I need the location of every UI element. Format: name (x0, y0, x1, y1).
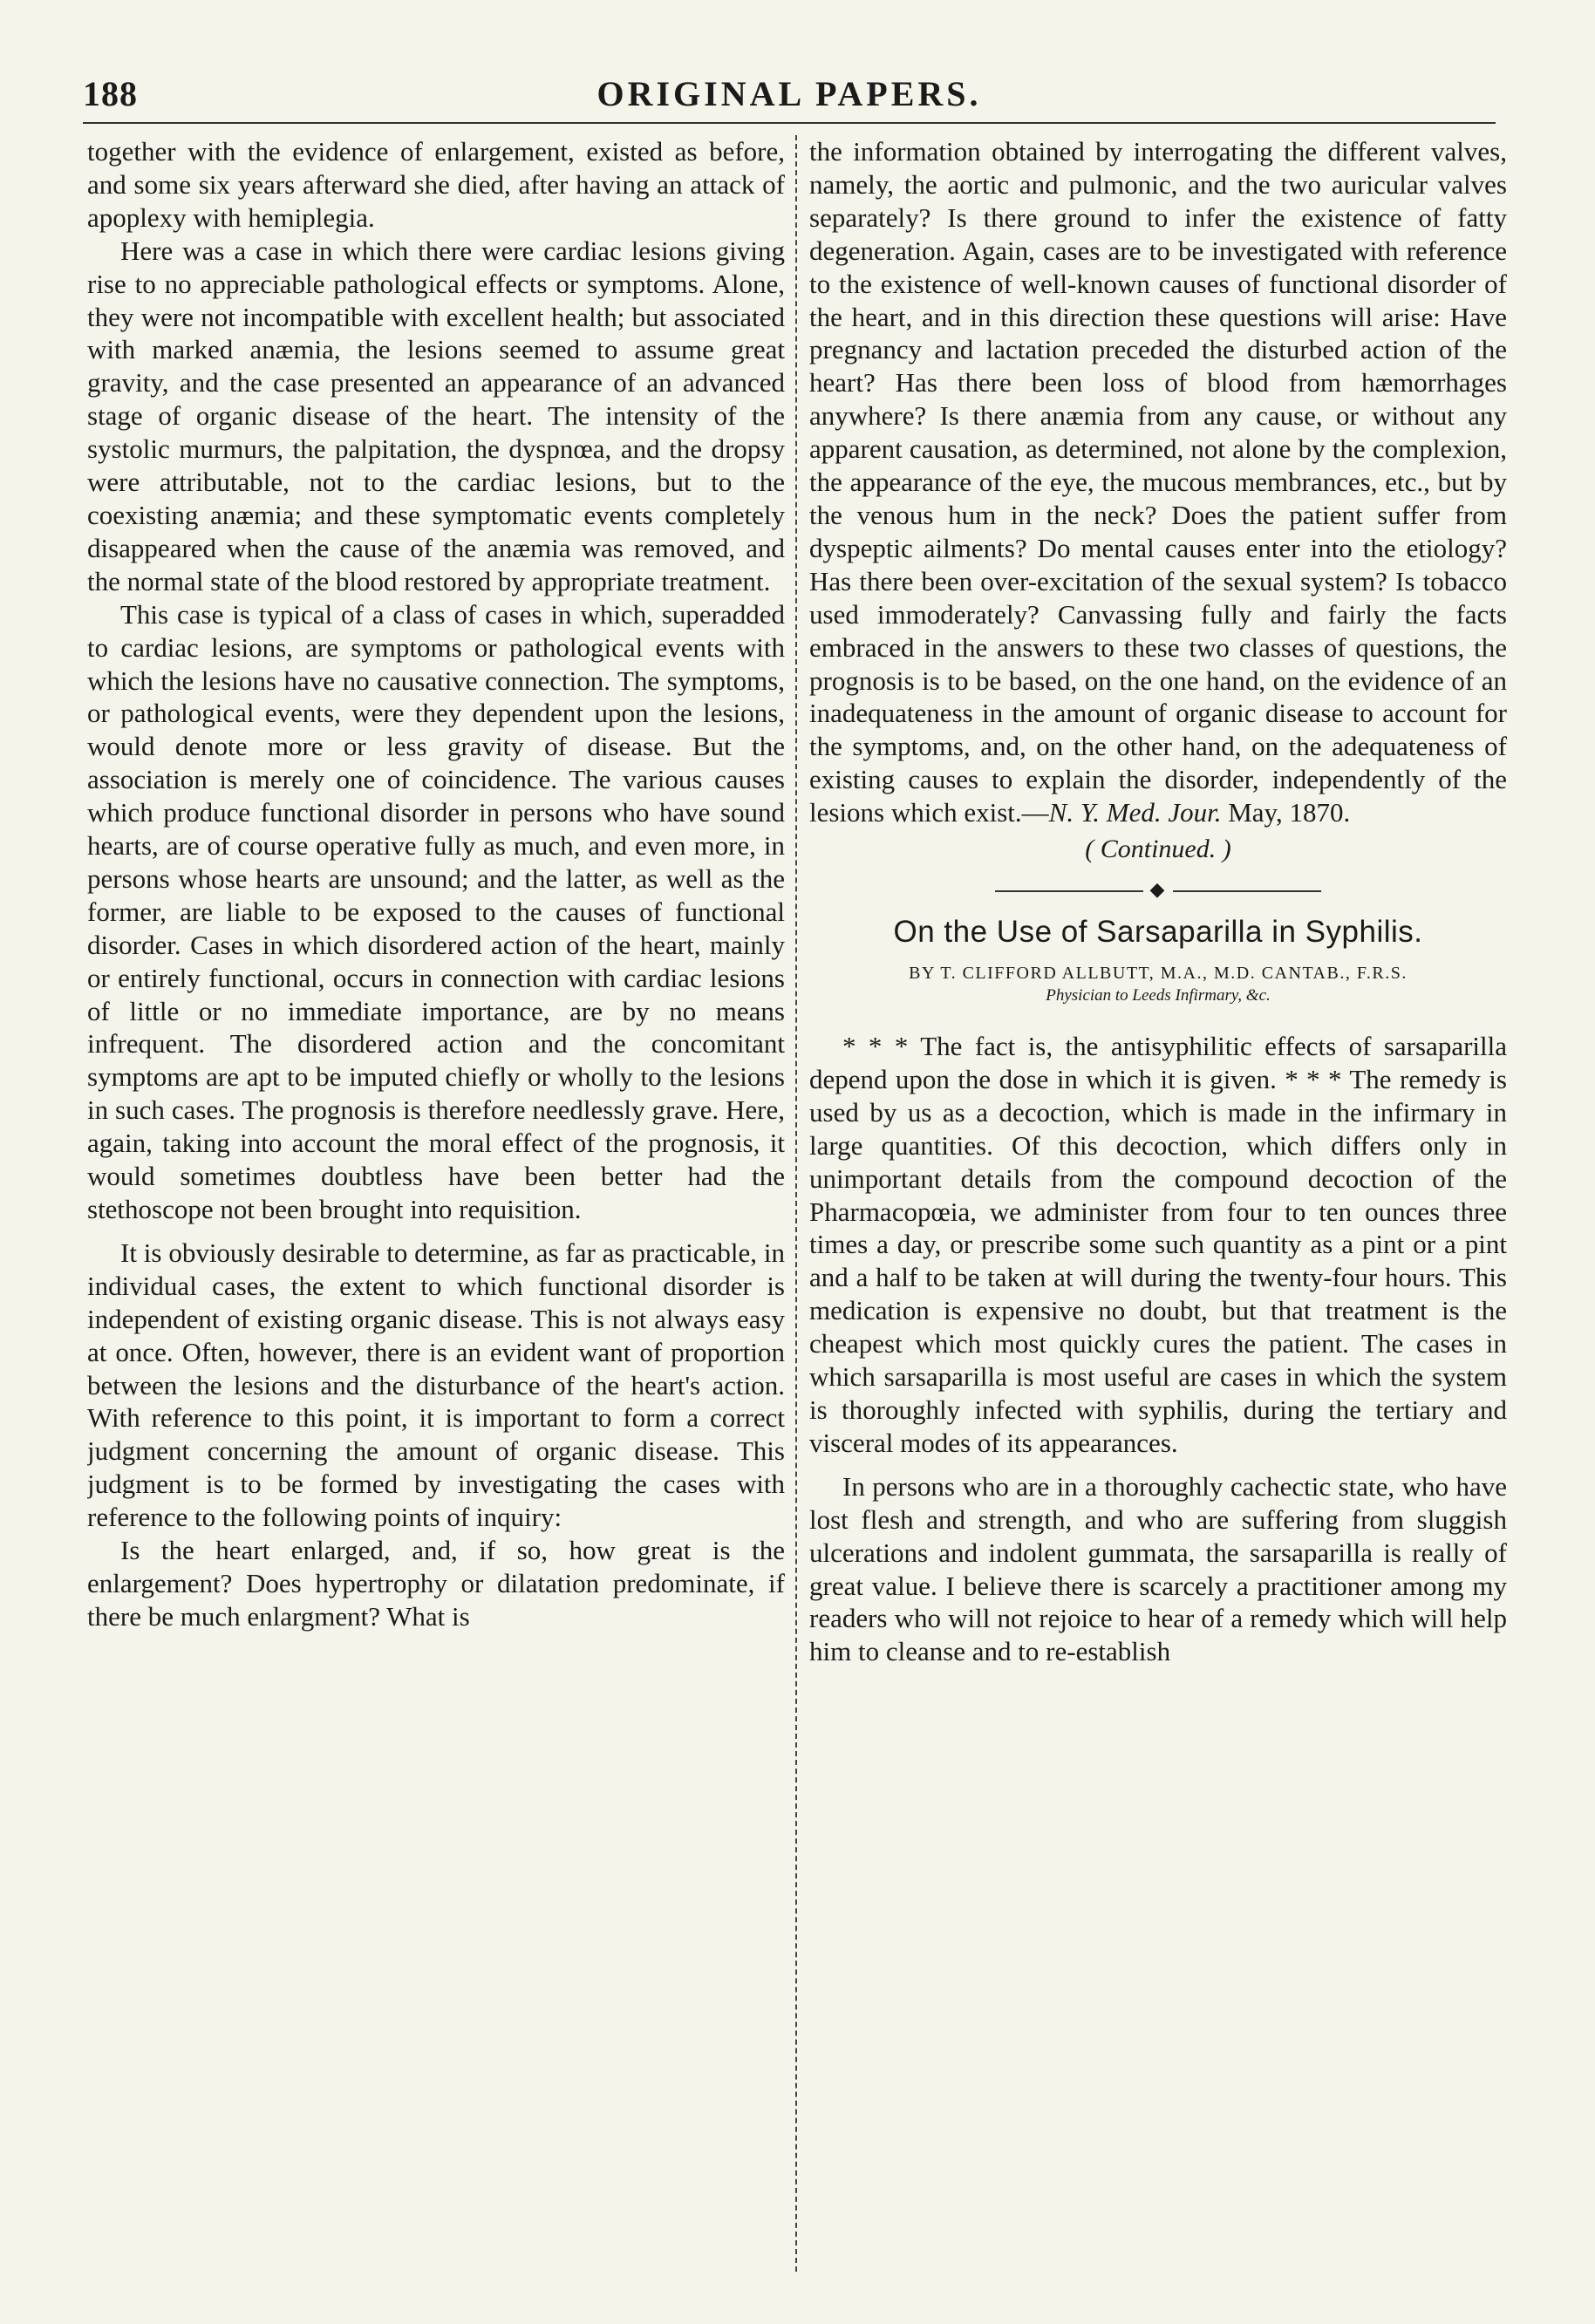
ornament-rule: ◆ (809, 878, 1507, 901)
paragraph: * * * The fact is, the antisyphilitic effects of sarsaparilla depend upon the dose in which it is given. * * * The remedy is used by us as a decoction, which is made in the infirmary in large quantities. Of this decoction, which differs only in unimportant details from the compound decoction of the Pharmacopœia, we administer from four to ten ounces three times a day, or prescribe some such quantity as a pint or a pint and a half to be taken at will during the twenty-four hours. This medication is expensive no doubt, but that treatment is the cheapest which most quickly cures the patient. The cases in which sarsaparilla is most useful are cases in which the system is thoroughly infected with syphilis, during the tertiary and visceral modes of its appearances. (809, 1031, 1507, 1458)
page-number: 188 (83, 74, 138, 113)
paragraph: together with the evidence of enlargement, existed as before, and some six years afterward she died, after having an attack of apoplexy with hemiplegia. (87, 136, 785, 233)
left-column (87, 135, 785, 2289)
right-column (809, 135, 1507, 2289)
page-header (83, 68, 1496, 120)
continued-note: ( Continued. ) (1085, 835, 1231, 864)
column-divider (795, 135, 797, 2272)
header-rule (83, 122, 1496, 124)
paragraph: This case is typical of a class of cases in which, superadded to cardiac lesions, are symptoms or pathological events with which the lesions have no causative connection. The symptoms, or pathological events, were they dependent upon the lesions, would denote more or less gravity of disease. But the association is merely one of coincidence. The various causes which produce functional disorder in persons who have sound hearts, are of course operative fully as much, and even more, in persons whose hearts are unsound; and the latter, as well as the former, are liable to be exposed to the causes of functional disorder. Cases in which disordered action of the heart, mainly or entirely functional, occurs in connection with cardiac lesions of little or no immediate importance, are by no means infrequent. The disordered action and the concomitant symptoms are apt to be imputed chiefly or wholly to the lesions in such cases. The prognosis is therefore needlessly grave. Here, again, taking into account the moral effect of the prognosis, it would sometimes doubtless have been better had the stethoscope not been brought into requisition. (87, 598, 785, 1224)
article-title: On the Use of Sarsaparilla in Syphilis. (893, 915, 1423, 950)
running-head: ORIGINAL PAPERS. (596, 74, 982, 113)
citation: N. Y. Med. Jour. (1048, 797, 1222, 828)
paragraph-text: the information obtained by interrogating the different valves, namely, the aortic and pulmonic, and the two auricular valves separately? Is there ground to infer the existence of fatty degeneration. Again, cases are to be investigated with reference to the existence of well-known causes of functional disorder of the heart, and in this direction these questions will arise: Have pregnancy and lactation preceded the disturbed action of the heart? Has there been loss of blood from hæmorrhages anywhere? Is there anæmia from any cause, or without any apparent causation, as determined, not alone by the complexion, the appearance of the eye, the mucous membrances, etc., but by the venous hum in the neck? Does the patient suffer from dyspeptic ailments? Do mental causes enter into the etiology? Has there been over-excitation of the sexual system? Is tobacco used immoderately? Canvassing fully and fairly the facts embraced in the answers to these two classes of questions, the prognosis is to be based, on the one hand, on the evidence of an inadequateness in the amount of organic disease to account for the symptoms, and, on the other hand, on the adequateness of existing causes to explain the disorder, independently of the lesions which exist.— (809, 136, 1507, 828)
paragraph: Is the heart enlarged, and, if so, how great is the enlargement? Does hypertrophy or dilatation predominate, if there be much enlargment? What is (87, 1535, 785, 1632)
paragraph (809, 135, 1507, 829)
paragraph: It is obviously desirable to determine, as far as practicable, in individual cases, the extent to which functional disorder is independent of existing organic disease. This is not always easy at once. Often, however, there is an evident want of proportion between the lesions and the disturbance of the heart's action. With reference to this point, it is important to form a correct judgment concerning the amount of organic disease. This judgment is to be formed by investigating the cases with reference to the following points of inquiry: (87, 1237, 785, 1533)
article-affiliation: Physician to Leeds Infirmary, &c. (1046, 986, 1271, 1005)
paragraph: Here was a case in which there were cardiac lesions giving rise to no appreciable pathological effects or symptoms. Alone, they were not incompatible with excellent health; but associated with marked anæmia, the lesions seemed to assume great gravity, and the case presented an appearance of an advanced stage of organic disease of the heart. The intensity of the systolic murmurs, the palpitation, the dyspnœa, and the dropsy were attributable, not to the cardiac lesions, but to the coexisting anæmia; and these symptomatic events completely disappeared when the cause of the anæmia was removed, and the normal state of the blood restored by appropriate treatment. (87, 235, 785, 596)
paragraph: In persons who are in a thoroughly cachectic state, who have lost flesh and strength, and who are suffering from sluggish ulcerations and indolent gummata, the sarsaparilla is really of great value. I believe there is scarcely a practitioner among my readers who will not rejoice to hear of a remedy which will help him to cleanse and to re-establish (809, 1470, 1507, 1667)
article-byline: BY T. CLIFFORD ALLBUTT, M.A., M.D. CANTAB., F.R.S. (909, 964, 1408, 984)
citation-date: May, 1870. (1221, 797, 1351, 828)
